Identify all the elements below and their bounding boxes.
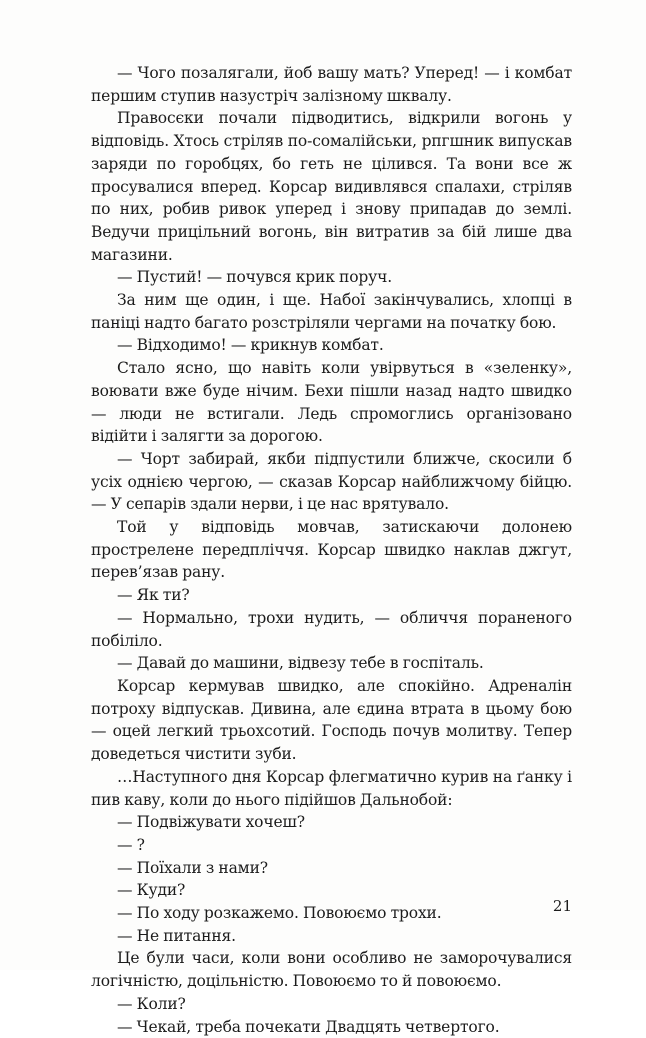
paragraph: …Наступного дня Корсар флегматично курив на ґанку і пив каву, коли до нього підійшов Дальнобой: xyxy=(91,767,572,809)
paragraph: — По ходу розкажемо. Повоюємо трохи. xyxy=(117,904,442,923)
paragraph: Той у відповідь мовчав, затискаючи долонею прострелене передпліччя. Корсар швидко наклав джгут, перев’язав рану. xyxy=(91,518,572,582)
paragraph: Корсар кермував швидко, але спокійно. Адреналін потроху відпускав. Дивина, але єдина втрата в цьому бою — оцей легкий трьохсотий. Господь почув молитву. Тепер доведеться чистити зуби. xyxy=(91,676,572,764)
paragraph: За ним ще один, і ще. Набої закінчувались, хлопці в паніці надто багато розстріляли чергами на початку бою. xyxy=(91,291,572,332)
paragraph: Це були часи, коли вони особливо не заморочувалися логічністю, доцільністю. Повоюємо то й повоюємо. xyxy=(91,949,572,991)
paragraph: — Чекай, треба почекати Двадцять четвертого. xyxy=(117,1017,500,1036)
body-text xyxy=(91,62,572,1038)
paragraph: — Пустий! — почувся крик поруч. xyxy=(117,268,392,287)
paragraph: — Відходимо! — крикнув комбат. xyxy=(117,336,384,355)
paragraph: — Як ти? xyxy=(117,586,190,605)
paragraph: — Поїхали з нами? xyxy=(117,858,268,877)
paragraph: — Чорт забирай, якби підпустили ближче, скосили б усіх однією чергою, — сказав Корсар найближчому бійцю. — У сепарів здали нерви, і це нас врятувало. xyxy=(91,449,572,514)
paragraph: — Давай до машини, відвезу тебе в госпіталь. xyxy=(117,654,484,673)
paragraph: — Чого позалягали, йоб вашу мать? Уперед! — і комбат першим ступив назустріч залізному шквалу. xyxy=(91,64,572,105)
paragraph: — ? xyxy=(117,835,145,854)
paragraph: — Нормально, трохи нудить, — обличчя пораненого побіліло. xyxy=(91,608,572,650)
paragraph: — Подвіжувати хочеш? xyxy=(117,813,305,832)
paragraph: Правосєки почали підводитись, відкрили вогонь у відповідь. Хтось стріляв по-сомалійськи, рпгшник випускав заряди по горобцях, бо геть не цілився. Та вони все ж просувалися вперед. Корсар видивлявся спалахи, стріляв по них, робив ривок уперед і знову припадав до землі. Ведучи прицільний вогонь, він витратив за бій лише два магазини. xyxy=(91,109,572,264)
page-number: 21 xyxy=(552,897,572,915)
paragraph: Стало ясно, що навіть коли увірвуться в «зеленку», воювати вже буде нічим. Бехи пішли назад надто швидко — люди не встигали. Ледь спромоглись організовано відійти і залягти за дорогою. xyxy=(91,359,572,446)
paragraph: — Куди? xyxy=(117,881,186,900)
paragraph: — Коли? xyxy=(117,994,186,1013)
paragraph: — Не питання. xyxy=(117,926,236,945)
